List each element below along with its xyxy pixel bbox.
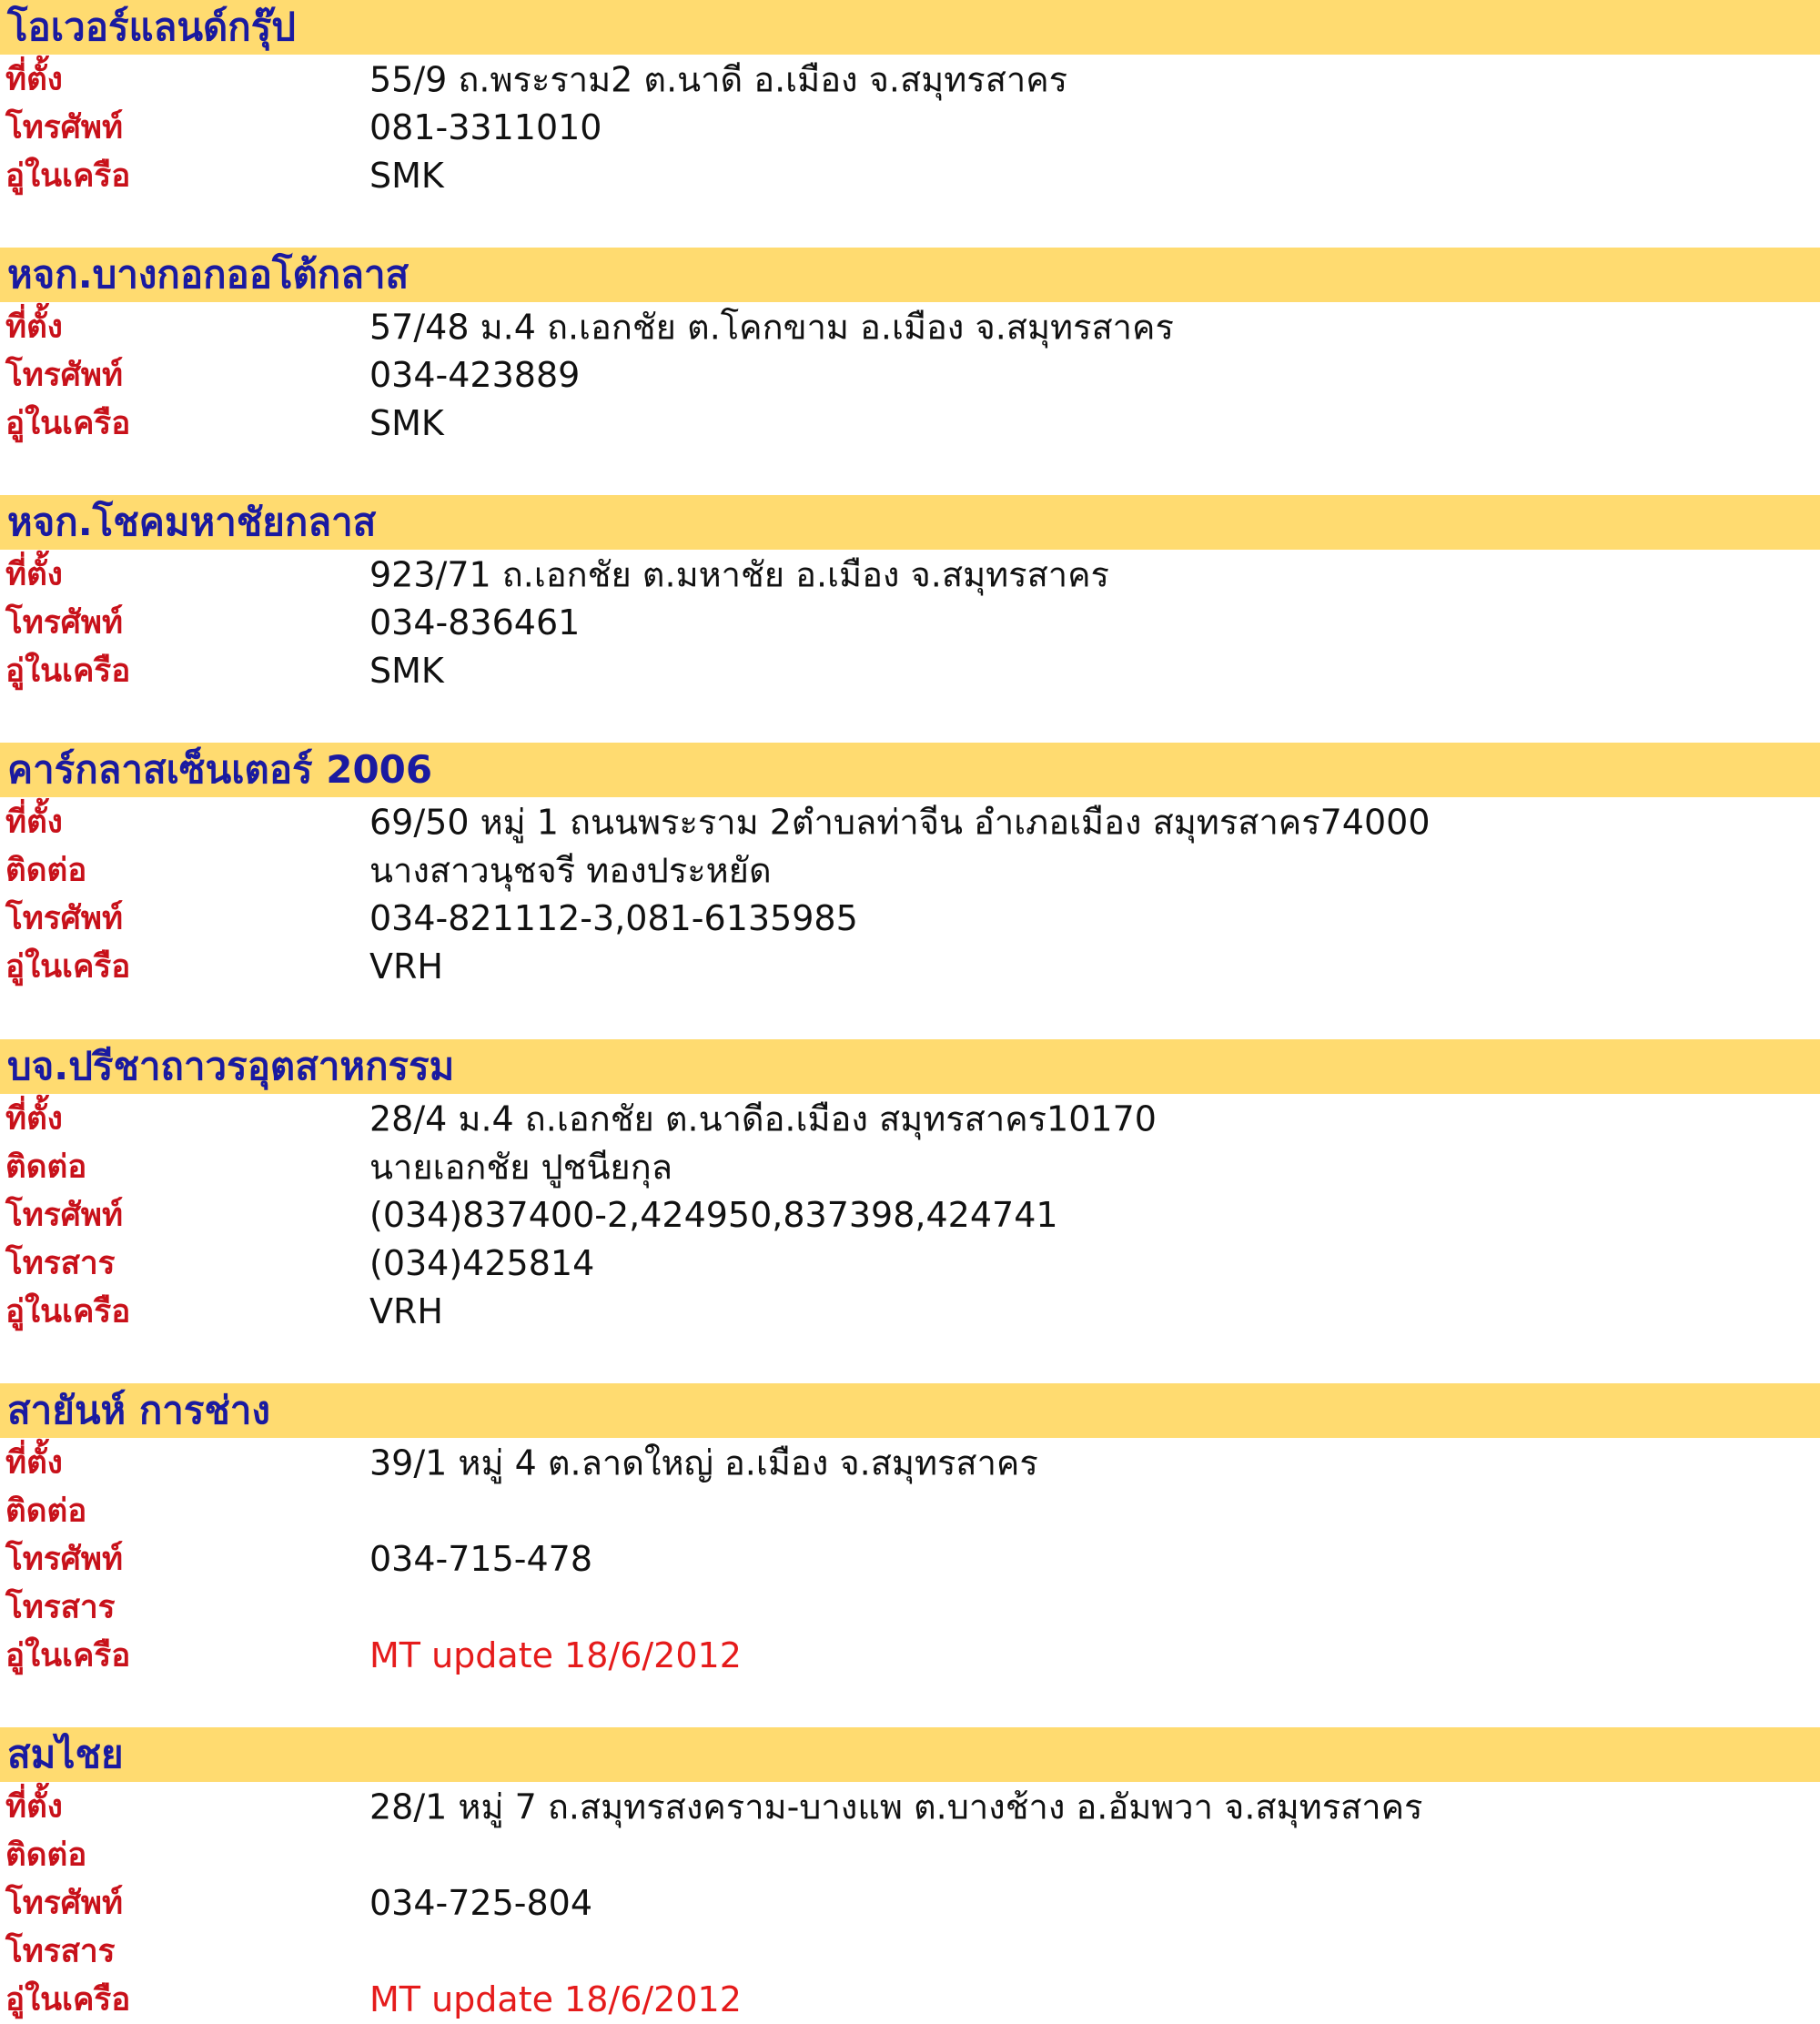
field-row [0, 1878, 1820, 1927]
field-row [0, 1142, 1820, 1190]
field-row [0, 302, 1820, 350]
directory-entry [0, 248, 1820, 447]
field-row [0, 1190, 1820, 1239]
field-row [0, 1287, 1820, 1335]
field-row [0, 845, 1820, 894]
field-label: โทรศัพท์ [5, 604, 124, 641]
field-value: 923/71 ถ.เอกชัย ต.มหาชัย อ.เมือง จ.สมุทรสาคร [369, 554, 1109, 594]
entry-header [0, 1039, 1820, 1094]
field-label: ที่ตั้ง [5, 804, 63, 840]
field-row [0, 1975, 1820, 2023]
entry-header [0, 0, 1820, 55]
entry-title: หจก.โชคมหาชัยกลาส [7, 500, 377, 544]
field-value: SMK [369, 402, 444, 443]
field-label: ที่ตั้ง [5, 1100, 63, 1137]
field-label: โทรสาร [5, 1589, 116, 1625]
field-value: นางสาวนุชจรี ทองประหยัด [369, 850, 772, 890]
field-row [0, 646, 1820, 694]
field-value: MT update 18/6/2012 [369, 1634, 742, 1675]
directory-entry [0, 495, 1820, 694]
entry-header [0, 1383, 1820, 1438]
field-row [0, 350, 1820, 399]
field-value: 034-821112-3,081-6135985 [369, 897, 858, 938]
entry-header [0, 495, 1820, 550]
field-label: อู่ในเครือ [5, 653, 131, 689]
field-value: 034-836461 [369, 602, 581, 643]
field-label: ที่ตั้ง [5, 556, 63, 592]
field-label: อู่ในเครือ [5, 157, 131, 194]
entry-header [0, 248, 1820, 302]
field-row [0, 151, 1820, 199]
field-row [0, 797, 1820, 845]
field-label: โทรศัพท์ [5, 900, 124, 936]
field-label: ที่ตั้ง [5, 309, 63, 345]
field-value: VRH [369, 946, 443, 987]
field-value: 081-3311010 [369, 106, 602, 147]
field-value: 034-423889 [369, 354, 581, 395]
field-value: (034)837400-2,424950,837398,424741 [369, 1194, 1058, 1235]
field-value: 57/48 ม.4 ถ.เอกชัย ต.โคกขาม อ.เมือง จ.สมุทรสาคร [369, 307, 1174, 347]
entry-title: สมไชย [7, 1732, 124, 1776]
field-row [0, 942, 1820, 990]
field-row [0, 1782, 1820, 1830]
field-row [0, 1583, 1820, 1631]
directory-entry [0, 0, 1820, 199]
field-value: (034)425814 [369, 1242, 595, 1283]
entry-header [0, 1727, 1820, 1782]
entry-title: หจก.บางกอกออโต้กลาส [7, 252, 410, 297]
field-label: อู่ในเครือ [5, 1293, 131, 1330]
field-label: ติดต่อ [5, 1149, 87, 1185]
directory-entry [0, 1727, 1820, 2023]
field-row [0, 103, 1820, 151]
field-value: 034-725-804 [369, 1882, 593, 1923]
field-label: โทรศัพท์ [5, 357, 124, 393]
field-label: โทรศัพท์ [5, 1197, 124, 1233]
field-value: 55/9 ถ.พระราม2 ต.นาดี อ.เมือง จ.สมุทรสาคร [369, 59, 1068, 99]
entry-title: บจ.ปรีชาถาวรอุตสาหกรรม [7, 1044, 455, 1088]
entry-title: สายันห์ การช่าง [7, 1388, 271, 1432]
field-label: โทรสาร [5, 1933, 116, 1969]
field-value: 39/1 หมู่ 4 ต.ลาดใหญ่ อ.เมือง จ.สมุทรสาคร [369, 1442, 1038, 1483]
entry-header [0, 743, 1820, 797]
field-label: ติดต่อ [5, 852, 87, 888]
field-row [0, 550, 1820, 598]
field-value: 034-715-478 [369, 1538, 593, 1579]
field-label: ที่ตั้ง [5, 1444, 63, 1481]
field-label: อู่ในเครือ [5, 405, 131, 441]
field-row [0, 1830, 1820, 1878]
field-label: โทรศัพท์ [5, 1541, 124, 1577]
field-value: SMK [369, 650, 444, 691]
directory-entry [0, 743, 1820, 990]
field-value: MT update 18/6/2012 [369, 1978, 742, 2019]
field-row [0, 55, 1820, 103]
field-value: SMK [369, 155, 444, 196]
field-value: 28/1 หมู่ 7 ถ.สมุทรสงคราม-บางแพ ต.บางช้าง อ.อัมพวา จ.สมุทรสาคร [369, 1786, 1423, 1827]
field-row [0, 399, 1820, 447]
field-row [0, 1534, 1820, 1583]
field-row [0, 1438, 1820, 1486]
field-value: VRH [369, 1290, 443, 1331]
field-label: ที่ตั้ง [5, 61, 63, 97]
entry-title: คาร์กลาสเซ็นเตอร์ 2006 [7, 747, 433, 792]
field-row [0, 598, 1820, 646]
entry-title: โอเวอร์แลนด์กรุ๊ป [7, 5, 296, 49]
field-value: 69/50 หมู่ 1 ถนนพระราม 2ตำบลท่าจีน อำเภอเมือง สมุทรสาคร74000 [369, 802, 1431, 842]
directory-entry [0, 1383, 1820, 1679]
field-label: ที่ตั้ง [5, 1788, 63, 1825]
field-row [0, 1631, 1820, 1679]
field-row [0, 1239, 1820, 1287]
field-label: อู่ในเครือ [5, 1637, 131, 1674]
field-label: อู่ในเครือ [5, 948, 131, 985]
field-row [0, 894, 1820, 942]
field-row [0, 1927, 1820, 1975]
field-label: โทรศัพท์ [5, 1885, 124, 1921]
field-label: โทรสาร [5, 1245, 116, 1281]
field-row [0, 1094, 1820, 1142]
field-label: อู่ในเครือ [5, 1981, 131, 2018]
directory-entry [0, 1039, 1820, 1335]
field-label: โทรศัพท์ [5, 109, 124, 146]
field-label: ติดต่อ [5, 1837, 87, 1873]
field-row [0, 1486, 1820, 1534]
field-label: ติดต่อ [5, 1493, 87, 1529]
field-value: นายเอกชัย ปูชนียกุล [369, 1147, 672, 1187]
field-value: 28/4 ม.4 ถ.เอกชัย ต.นาดีอ.เมือง สมุทรสาคร10170 [369, 1098, 1157, 1138]
